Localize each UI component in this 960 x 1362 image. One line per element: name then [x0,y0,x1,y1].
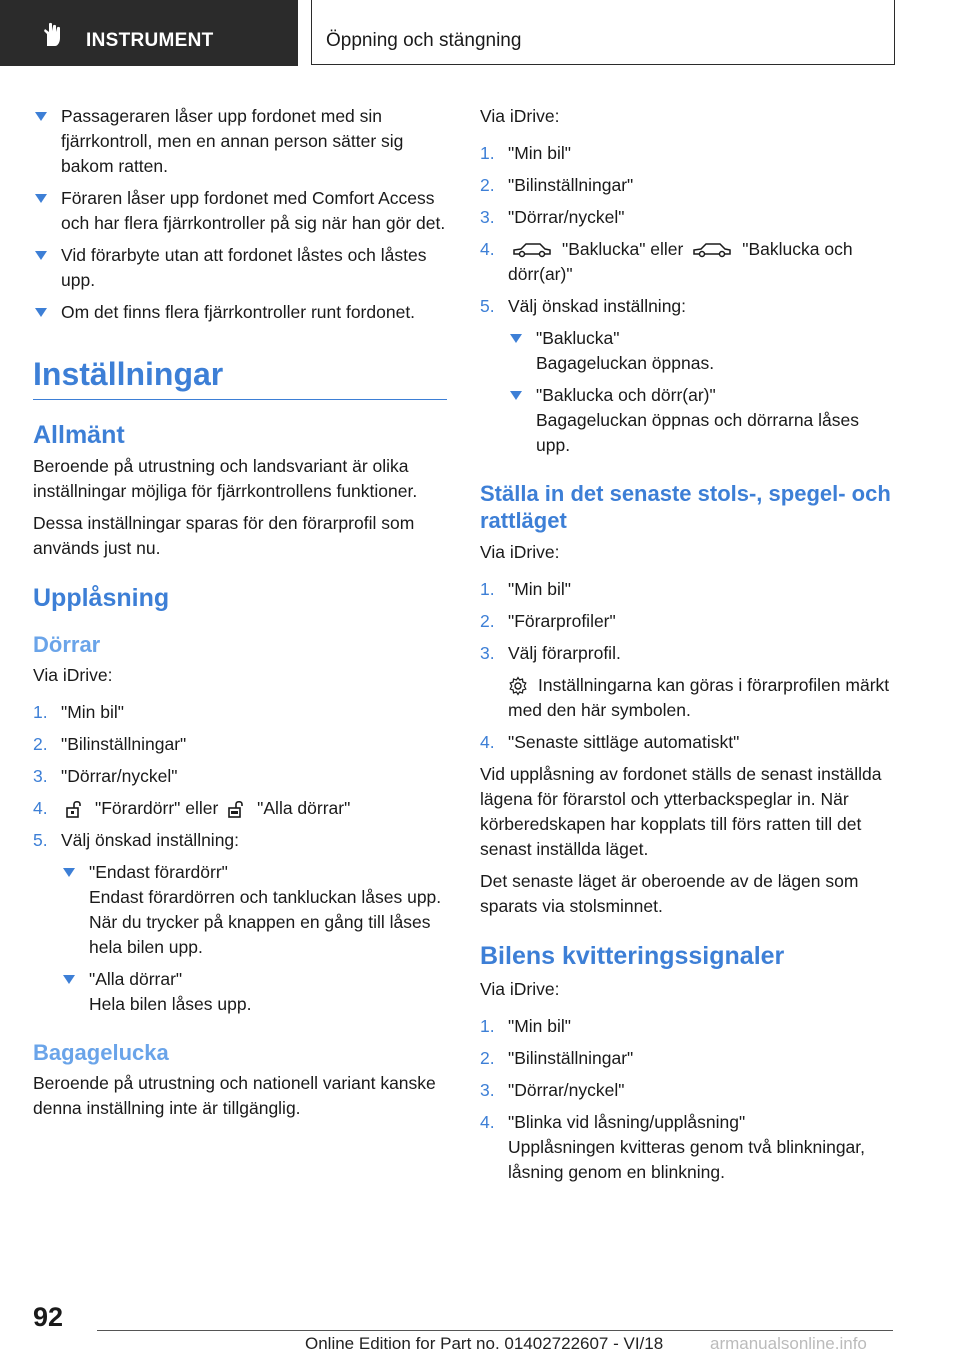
step-item: 1. "Min bil" [480,579,571,599]
via-idrive: Via iDrive: [33,665,113,685]
subheading-seat-position: Ställa in det senaste stols-, spegel- och rattläget [480,481,891,533]
bullet-triangle-icon [63,868,75,877]
list-item: Föraren låser upp fordonet med Comfort Access och har flera fjärrkontroller på sig när han gör det. [33,186,447,236]
list-item: Om det finns flera fjärrkontroller runt fordonet. [33,300,447,325]
car-tailgate-icon [512,242,552,258]
subheading-dorrar: Dörrar [33,632,101,657]
bullet-triangle-icon [35,194,47,203]
step-item: 2. "Bilinställningar" [480,1048,634,1068]
step-description: Upplåsningen kvitteras genom två blinkningar, låsning genom en blinkning. [508,1137,866,1182]
step-item: 4. "Förardörr" eller "Alla dörrar" [33,798,351,818]
gear-profile-icon [508,676,528,696]
step-item: 3. "Dörrar/nyckel" [480,1080,625,1100]
subheading-bagagelucka: Bagagelucka [33,1040,169,1065]
chapter-tab [311,0,895,65]
step-item: 5. Välj önskad inställning: [480,296,687,316]
step-item: 5. Välj önskad inställning: [33,830,240,850]
via-idrive: Via iDrive: [480,542,560,562]
step-item: 1. "Min bil" [33,702,124,722]
subheading-upplasning: Upplåsning [33,584,170,612]
section-heading: Inställningar [33,355,447,400]
footer-divider [97,1330,893,1331]
option-description: Hela bilen låses upp. [89,994,252,1014]
bullet-triangle-icon [35,308,47,317]
bullet-triangle-icon [35,251,47,260]
list-item: Vid förarbyte utan att fordonet låstes och låstes upp. [33,243,447,293]
step-item: 3. "Dörrar/nyckel" [33,766,178,786]
paragraph: Dessa inställningar sparas för den förarprofil som används just nu. [33,513,415,558]
bullet-triangle-icon [510,334,522,343]
option-description: Endast förardörren och tankluckan låses upp. När du trycker på knappen en gång till låses hela bilen upp. [89,887,442,957]
subheading-signals: Bilens kvitteringssignaler [480,942,785,970]
bullet-triangle-icon [63,975,75,984]
option-description: Bagageluckan öppnas och dörrarna låses upp. [536,410,859,455]
note: Inställningarna kan göras i förarprofilen märkt med den här symbolen. [508,675,890,720]
step-item: 1. "Min bil" [480,143,571,163]
step-item: 4. "Senaste sittläge automatiskt" [480,732,740,752]
step-item: 2. "Bilinställningar" [33,734,187,754]
option-item: "Alla dörrar" [61,967,447,992]
paragraph: Det senaste läget är oberoende av de lägen som sparats via stolsminnet. [480,871,859,916]
option-item: "Baklucka och dörr(ar)" [508,383,892,408]
via-idrive: Via iDrive: [480,106,560,126]
edition-note: Online Edition for Part no. 01402722607 - VI/18 [305,1334,664,1353]
left-column [33,104,447,1128]
step-item: 3. "Dörrar/nyckel" [480,207,625,227]
via-idrive: Via iDrive: [480,979,560,999]
step-item: 3. Välj förarprofil. [480,643,621,663]
right-column [480,104,892,1192]
paragraph: Beroende på utrustning och nationell variant kanske denna inställning inte är tillgänglig. [33,1073,436,1118]
page-number: 92 [33,1302,64,1332]
step-item: 2. "Bilinställningar" [480,175,634,195]
step-item: 1. "Min bil" [480,1016,571,1036]
option-item: "Endast förardörr" [61,860,447,885]
hand-icon [38,20,66,48]
step-item: 2. "Förarprofiler" [480,611,616,631]
car-tailgate-doors-icon [692,242,732,258]
step-item: 4. "Baklucka" eller "Baklucka och dörr(ar)" [480,239,853,284]
unlock-all-doors-icon [227,800,247,818]
bullet-triangle-icon [510,391,522,400]
section-title: INSTRUMENT [86,30,214,51]
unlock-driver-door-icon [65,800,85,818]
section-tab [0,0,298,66]
paragraph: Beroende på utrustning och landsvariant är olika inställningar möjliga för fjärrkontrollens funktioner. [33,456,418,501]
subheading-allmant: Allmänt [33,421,125,449]
watermark: armanualsonline.info [710,1334,867,1353]
list-item: Passageraren låser upp fordonet med sin fjärrkontroll, men en annan person sätter sig bakom ratten. [33,104,447,179]
paragraph: Vid upplåsning av fordonet ställs de senast inställda lägena för förarstol och ytterbackspeglar in. När körberedskapen har kopplats till förs ratten till det senast inställda läget. [480,764,882,859]
chapter-title: Öppning och stängning [326,30,522,51]
bullet-triangle-icon [35,112,47,121]
option-item: "Baklucka" [508,326,892,351]
step-item: 4. "Blinka vid låsning/upplåsning" [480,1112,746,1132]
option-description: Bagageluckan öppnas. [536,353,715,373]
